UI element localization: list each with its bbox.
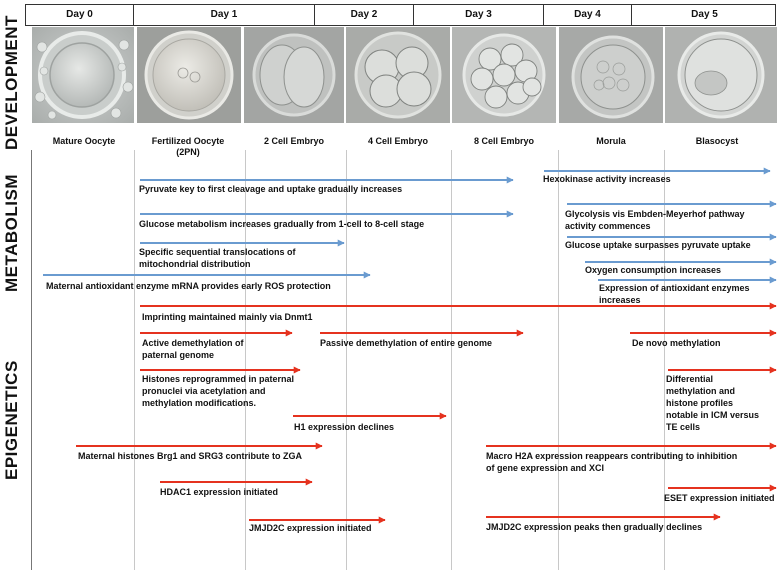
epigenetics-text-h1: H1 expression declines bbox=[294, 422, 395, 432]
metabolism-text-glycolysis: Glycolysis vis Embden-Meyerhof pathway activity commences bbox=[565, 209, 745, 231]
stage-label-2-cell-embryo: 2 Cell Embryo bbox=[263, 136, 325, 146]
metabolism-text-glucose-uptake: Glucose uptake surpasses pyruvate uptake bbox=[565, 240, 751, 250]
day-header-4: Day 4 bbox=[544, 5, 632, 25]
day-header-2: Day 2 bbox=[315, 5, 414, 25]
metabolism-text-mitochondria: Specific sequential translocations of mitochondrial distribution bbox=[139, 247, 296, 269]
epigenetics-text-passive-demethylation: Passive demethylation of entire genome bbox=[320, 338, 493, 348]
epigenetics-text-histones: Histones reprogrammed in paternal pronuclei via acetylation and methylation modifications. bbox=[142, 374, 295, 408]
stage-label-morula: Morula bbox=[596, 136, 626, 146]
metabolism-text-pyruvate: Pyruvate key to first cleavage and uptake gradually increases bbox=[139, 184, 403, 194]
section-label-metabolism: METABOLISM bbox=[2, 173, 21, 292]
epigenetics-text-imprinting: Imprinting maintained mainly via Dnmt1 bbox=[142, 312, 313, 322]
day-header-3: Day 3 bbox=[414, 5, 544, 25]
day-header-5: Day 5 bbox=[691, 9, 718, 20]
epigenetics-text-eset: ESET expression initiated bbox=[664, 493, 775, 503]
stage-label-mature-oocyte: Mature Oocyte bbox=[52, 136, 116, 146]
metabolism-text-hexokinase: Hexokinase activity increases bbox=[543, 174, 671, 184]
section-label-epigenetics: EPIGENETICS bbox=[2, 360, 21, 480]
epigenetics-text-de-novo: De novo methylation bbox=[632, 338, 721, 348]
epigenetics-text-maternal-histones: Maternal histones Brg1 and SRG3 contribute to ZGA bbox=[78, 451, 303, 461]
day-header-1: Day 1 bbox=[134, 5, 315, 25]
stage-label-blastocyst: Blasocyst bbox=[695, 136, 739, 146]
day-header-0: Day 0 bbox=[26, 5, 134, 25]
epigenetics-text-jmjd2c-peaks: JMJD2C expression peaks then gradually declines bbox=[486, 522, 703, 532]
epigenetics-text-differential: Differential methylation and histone profiles notable in ICM versus TE cells bbox=[666, 374, 760, 432]
metabolism-text-glucose-metabolism: Glucose metabolism increases gradually from 1-cell to 8-cell stage bbox=[139, 219, 425, 229]
epigenetics-text-jmjd2c-initiated: JMJD2C expression initiated bbox=[249, 523, 372, 533]
epigenetics-text-active-demethylation: Active demethylation of paternal genome bbox=[142, 338, 244, 360]
metabolism-text-oxygen: Oxygen consumption increases bbox=[585, 265, 722, 275]
stage-label-8-cell-embryo: 8 Cell Embryo bbox=[473, 136, 535, 146]
stage-label-4-cell-embryo: 4 Cell Embryo bbox=[367, 136, 429, 146]
stage-label-fertilized-oocyte: Fertilized Oocyte (2PN) bbox=[151, 136, 225, 157]
epigenetics-text-macro-h2a: Macro H2A expression reappears contributing to inhibition of gene expression and XCI bbox=[486, 451, 738, 473]
metabolism-text-antioxidant-enzymes: Expression of antioxidant enzymes increases bbox=[599, 283, 750, 305]
epigenetics-text-hdac1: HDAC1 expression initiated bbox=[160, 487, 279, 497]
metabolism-text-antioxidant-mrna: Maternal antioxidant enzyme mRNA provides early ROS protection bbox=[46, 281, 331, 291]
section-label-development: DEVELOPMENT bbox=[2, 15, 21, 150]
